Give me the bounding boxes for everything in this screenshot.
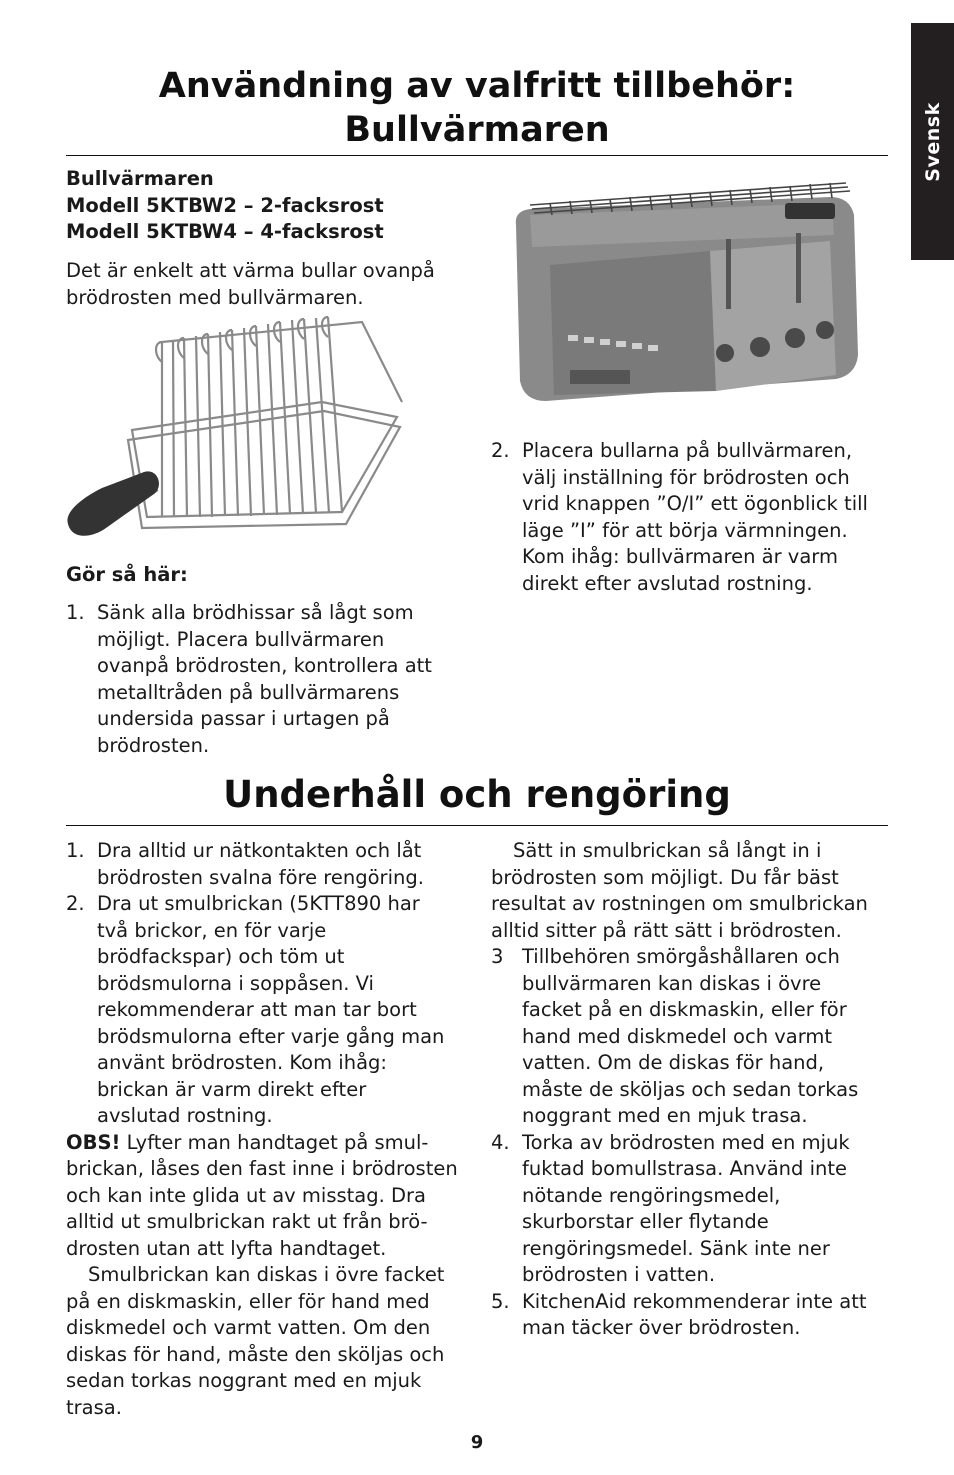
text-line: diskmedel och varmt vatten. Om den <box>66 1316 431 1339</box>
subhead-line: Modell 5KTBW4 – 4-facksrost <box>66 220 384 243</box>
text-line: hand med diskmedel och varmt <box>522 1024 833 1048</box>
text-line: brödsmulorna efter varje gång man <box>97 1024 445 1048</box>
text-line: fuktad bomullstrasa. Använd inte <box>522 1157 848 1180</box>
text-line: Sätt in smulbrickan så långt in i <box>513 839 822 862</box>
obs-note <box>66 1130 471 1157</box>
text-line: rengöringsmedel. Sänk inte ner <box>522 1236 830 1260</box>
section-title-accessory <box>66 64 888 152</box>
maintenance-item-4 <box>491 1130 896 1289</box>
text-line: brödrosten. <box>97 733 210 757</box>
text-line: metalltråden på bullvärmarens <box>97 680 400 704</box>
toaster-illustration <box>510 175 865 415</box>
text-line: diskas för hand, måste den sköljas och <box>66 1342 445 1366</box>
language-tab-label: Svensk <box>921 101 944 182</box>
text-line: drosten utan att lyfta handtaget. <box>66 1236 387 1260</box>
text-line: Tillbehören smörgåshållaren och <box>522 945 840 968</box>
text-line: Torka av brödrosten med en mjuk <box>522 1130 850 1154</box>
text-line: vrid knappen ”O/I” ett ögonblick till <box>522 492 868 515</box>
text-line: avslutad rostning. <box>97 1104 273 1127</box>
page-number: 9 <box>470 1432 484 1453</box>
maintenance-item-5 <box>491 1289 896 1342</box>
text-line: brödrosten som möjligt. Du får bäst <box>491 865 839 889</box>
text-line: läge ”I” för att börja värmningen. <box>522 518 848 542</box>
text-line: resultat av rostningen om smulbrickan <box>491 892 868 915</box>
intro-paragraph <box>66 258 466 311</box>
item-number: 4. <box>491 1130 510 1154</box>
title-rule <box>66 155 888 156</box>
item-number: 1. <box>66 839 85 862</box>
item-number: 2. <box>66 892 85 915</box>
text-line: ovanpå brödrosten, kontrollera att <box>97 654 432 677</box>
step-1 <box>66 600 466 759</box>
step-2-item <box>491 438 891 597</box>
bun-warmer-illustration <box>62 312 412 548</box>
section-title-maintenance: Underhåll och rengöring <box>223 773 731 816</box>
text-line: facket på en diskmaskin, eller för <box>522 998 847 1021</box>
text-line: brödsmulorna i soppåsen. Vi <box>97 971 374 995</box>
text-line: vatten. Om de diskas för hand, <box>522 1051 825 1074</box>
item-number: 5. <box>491 1289 510 1313</box>
text-line: välj inställning för brödrosten och <box>522 465 850 489</box>
text-line: undersida passar i urtagen på <box>97 707 390 730</box>
text-line: noggrant med en mjuk trasa. <box>522 1104 808 1127</box>
obs-label: OBS! <box>66 1130 121 1154</box>
text-line: Kom ihåg: bullvärmaren är varm <box>522 545 838 568</box>
step-number: 2. <box>491 439 510 462</box>
maintenance-item-3 <box>491 944 896 1130</box>
text-line: alltid sitter på rätt sätt i brödrosten. <box>491 918 842 942</box>
text-line: brödrosten med bullvärmaren. <box>66 285 364 309</box>
maintenance-item-2 <box>66 891 471 1130</box>
text-line: Sänk alla brödhissar så lågt som <box>97 601 414 624</box>
text-line: bullvärmaren kan diskas i övre <box>522 971 822 995</box>
text-line: brickan är varm direkt efter <box>97 1077 367 1101</box>
text-line: nötande rengöringsmedel, <box>522 1183 781 1207</box>
text-line: möjligt. Placera bullvärmaren <box>97 627 385 651</box>
text-line: brödfackspar) och töm ut <box>97 945 345 968</box>
text-line: använt brödrosten. Kom ihåg: <box>97 1051 387 1074</box>
step-2 <box>491 438 891 597</box>
step-number: 1. <box>66 601 85 624</box>
text-line: Smulbrickan kan diskas i övre facket <box>88 1263 445 1286</box>
subhead-block <box>66 166 466 246</box>
text-line: på en diskmaskin, eller för hand med <box>66 1289 430 1313</box>
text-line: rekommenderar att man tar bort <box>97 998 417 1021</box>
title-line-2: Bullvärmaren <box>344 110 610 150</box>
language-tab <box>911 23 954 260</box>
maintenance-left-column <box>66 838 471 1421</box>
text-line: Dra ut smulbrickan (5KTT890 har <box>97 892 420 915</box>
step-1-item <box>66 600 466 759</box>
text-line: Lyfter man handtaget på smul- <box>120 1130 429 1154</box>
title-line-1: Användning av valfritt tillbehör: <box>158 66 796 106</box>
text-line: alltid ut smulbrickan rakt ut från brö- <box>66 1210 428 1233</box>
subhead-line: Modell 5KTBW2 – 2-facksrost <box>66 193 384 217</box>
text-line: skurborstar eller flytande <box>522 1210 769 1233</box>
maintenance-right-column <box>491 838 896 1342</box>
title-rule <box>66 825 888 826</box>
text-line: brödrosten svalna före rengöring. <box>97 865 424 889</box>
text-line: brickan, låses den fast inne i brödrosten <box>66 1157 458 1180</box>
text-line: KitchenAid rekommenderar inte att <box>522 1289 867 1313</box>
item-number: 3 <box>491 945 504 968</box>
text-line: direkt efter avslutad rostning. <box>522 571 813 595</box>
text-line: man täcker över brödrosten. <box>522 1316 801 1339</box>
maintenance-item-1 <box>66 838 471 891</box>
subhead-line: Bullvärmaren <box>66 167 214 190</box>
text-line: sedan torkas noggrant med en mjuk <box>66 1369 422 1392</box>
text-line: brödrosten i vatten. <box>522 1263 716 1286</box>
text-line: Det är enkelt att värma bullar ovanpå <box>66 259 435 282</box>
text-line: måste de sköljas och sedan torkas <box>522 1077 859 1101</box>
text-line: två brickor, en för varje <box>97 918 327 942</box>
text-line: och kan inte glida ut av misstag. Dra <box>66 1183 426 1207</box>
text-line: Dra alltid ur nätkontakten och låt <box>97 839 422 862</box>
howto-heading: Gör så här: <box>66 563 188 586</box>
text-line: Placera bullarna på bullvärmaren, <box>522 439 853 462</box>
text-line: trasa. <box>66 1395 122 1419</box>
